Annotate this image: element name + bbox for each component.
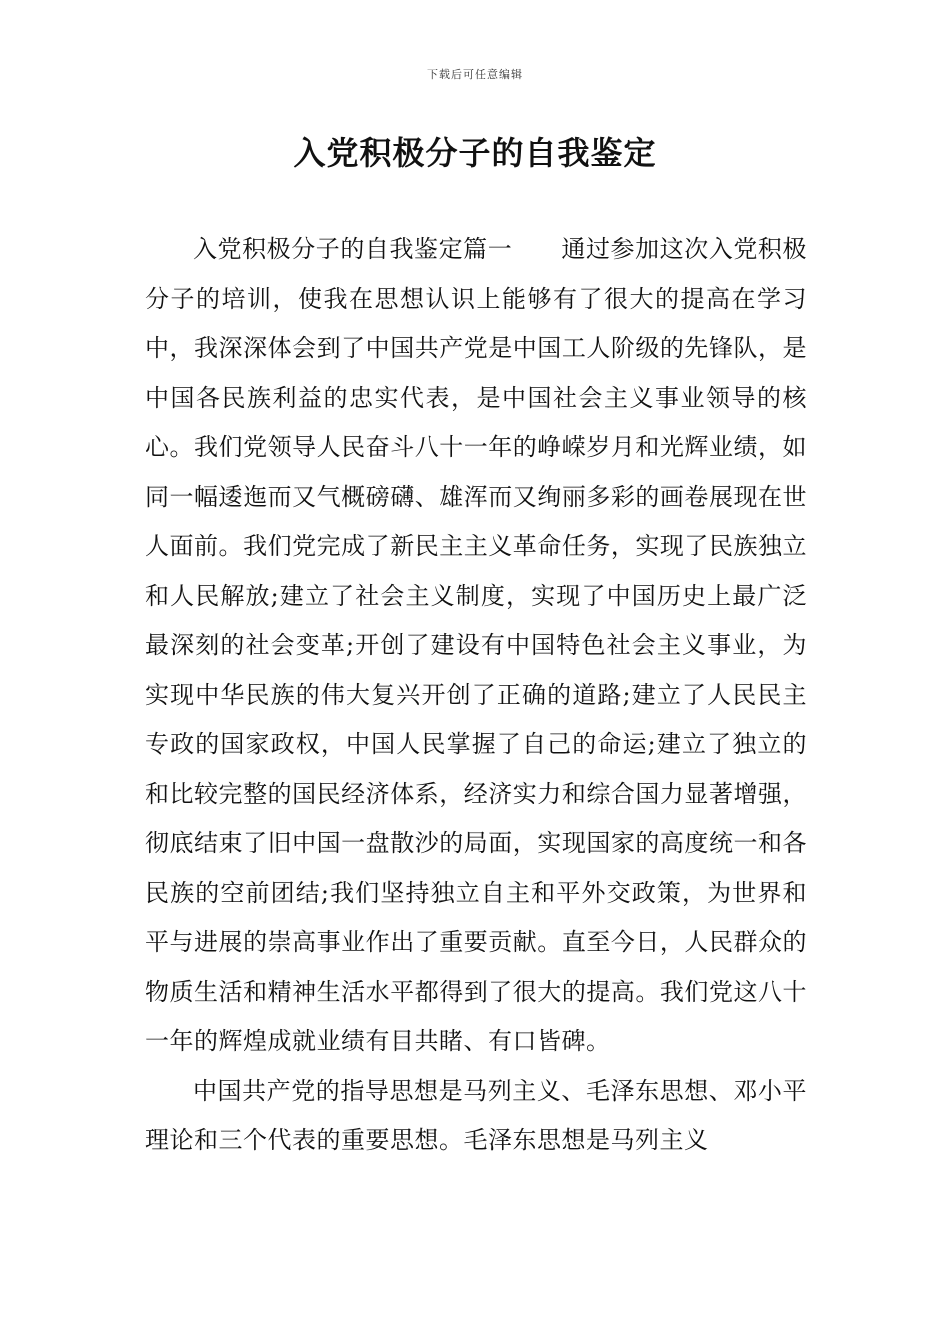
paragraph-1: 入党积极分子的自我鉴定篇一 通过参加这次入党积极分子的培训，使我在思想认识上能够有了很大的提高在学习中，我深深体会到了中国共产党是中国工人阶级的先锋队，是中国各民族利益的忠实代表，是中国社会主义事业领导的核心。我们党领导人民奋斗八十一年的峥嵘岁月和光辉业绩，如同一幅逶迤而又气概磅礴、雄浑而又绚丽多彩的画卷展现在世人面前。我们党完成了新民主主义革命任务，实现了民族独立和人民解放;建立了社会主义制度，实现了中国历史上最广泛最深刻的社会变革;开创了建设有中国特色社会主义事业，为实现中华民族的伟大复兴开创了正确的道路;建立了人民民主专政的国家政权，中国人民掌握了自己的命运;建立了独立的和比较完整的国民经济体系，经济实力和综合国力显著增强，彻底结束了旧中国一盘散沙的局面，实现国家的高度统一和各民族的空前团结;我们坚持独立自主和平外交政策，为世界和平与进展的崇高事业作出了重要贡献。直至今日，人民群众的物质生活和精神生活水平都得到了很大的提高。我们党这八十一年的辉煌成就业绩有目共睹、有口皆碑。 <box>145 235 807 1055</box>
document-title: 入党积极分子的自我鉴定 <box>293 134 657 172</box>
header-note: 下载后可任意编辑 <box>427 68 523 81</box>
document-body <box>145 225 807 1166</box>
paragraph-2: 中国共产党的指导思想是马列主义、毛泽东思想、邓小平理论和三个代表的重要思想。毛泽东思想是马列主义 <box>145 1076 807 1154</box>
